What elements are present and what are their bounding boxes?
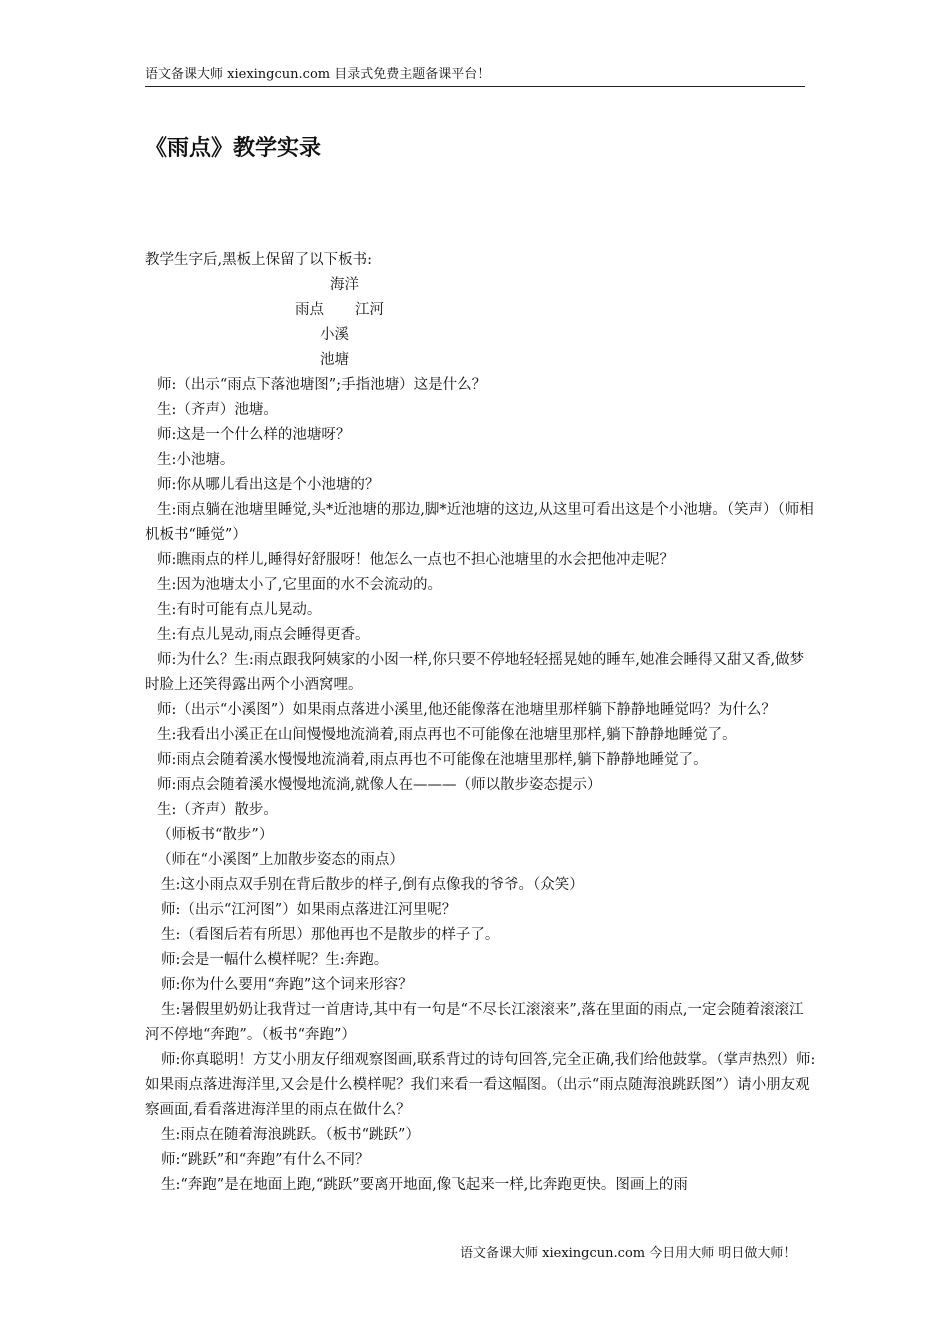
intro-paragraph: 教学生字后,黑板上保留了以下板书: bbox=[145, 252, 372, 268]
board-word-ocean: 海洋 bbox=[330, 277, 359, 293]
dialogue-line: 师:你真聪明！方艾小朋友仔细观察图画,联系背过的诗句回答,完全正确,我们给他鼓掌。（掌声热烈）师:如果雨点落进海洋里,又会是什么模样呢？我们来看一看这幅图。（出示“雨点随海浪跳跃图”）请小朋友观察画面,看看落进海洋里的雨点在做什么？ bbox=[145, 1052, 816, 1118]
dialogue-line: 生:（齐声）散步。 bbox=[157, 802, 278, 818]
dialogue-line: 生:雨点在随着海浪跳跃。（板书“跳跃”） bbox=[161, 1127, 420, 1143]
dialogue-line: 生:小池塘。 bbox=[157, 452, 235, 468]
dialogue-line: 师:“跳跃”和“奔跑”有什么不同？ bbox=[161, 1152, 370, 1168]
dialogue-line: 师:这是一个什么样的池塘呀？ bbox=[157, 427, 351, 443]
dialogue-line: 师:（出示“江河图”）如果雨点落进江河里呢？ bbox=[161, 902, 457, 918]
board-word-pond: 池塘 bbox=[320, 352, 349, 368]
dialogue-line: 生:暑假里奶奶让我背过一首唐诗,其中有一句是“不尽长江滚滚来”,落在里面的雨点,一定会随着滚滚江河不停地“奔跑”。（板书“奔跑”） bbox=[145, 1002, 804, 1043]
document-body bbox=[145, 248, 817, 1198]
dialogue-line: 师:你从哪儿看出这是个小池塘的？ bbox=[157, 477, 380, 493]
dialogue-line: 生:“奔跑”是在地面上跑,“跳跃”要离开地面,像飞起来一样,比奔跑更快。图画上的雨 bbox=[161, 1177, 688, 1193]
dialogue-line: 生:雨点躺在池塘里睡觉,头*近池塘的那边,脚*近池塘的这边,从这里可看出这是个小池塘。（笑声）（师相机板书“睡觉”） bbox=[145, 502, 814, 543]
dialogue-line: 生:（看图后若有所思）那他再也不是散步的样子了。 bbox=[161, 927, 500, 943]
board-word-river: 江河 bbox=[355, 302, 384, 318]
board-word-stream: 小溪 bbox=[320, 327, 349, 343]
board-word-raindrop: 雨点 bbox=[295, 302, 324, 318]
dialogue-line: 师:会是一幅什么模样呢？生:奔跑。 bbox=[161, 952, 389, 968]
dialogue-line: 师:为什么？生:雨点跟我阿姨家的小囡一样,你只要不停地轻轻摇晃她的睡车,她准会睡得又甜又香,做梦时脸上还笑得露出两个小酒窝哩。 bbox=[145, 652, 805, 693]
dialogue-line: 师:雨点会随着溪水慢慢地流淌着,雨点再也不可能像在池塘里那样,躺下静静地睡觉了。 bbox=[157, 752, 708, 768]
dialogue-line: 生:这小雨点双手别在背后散步的样子,倒有点像我的爷爷。（众笑） bbox=[161, 877, 584, 893]
document-title: 《雨点》教学实录 bbox=[145, 135, 322, 161]
page-footer: 语文备课大师 xiexingcun.com 今日用大师 明日做大师！ bbox=[460, 1246, 797, 1261]
blackboard-notes bbox=[145, 273, 817, 373]
dialogue-line: 师:（出示“小溪图”）如果雨点落进小溪里,他还能像落在池塘里那样躺下静静地睡觉吗？为什么？ bbox=[157, 702, 776, 718]
dialogue-line: 生:我看出小溪正在山间慢慢地流淌着,雨点再也不可能像在池塘里那样,躺下静静地睡觉了。 bbox=[157, 727, 737, 743]
dialogue-line: 生:有时可能有点儿晃动。 bbox=[157, 602, 322, 618]
dialogue-line: 师:你为什么要用“奔跑”这个词来形容？ bbox=[161, 977, 413, 993]
dialogue-line: （师板书“散步”） bbox=[157, 827, 274, 843]
dialogue-line: 师:雨点会随着溪水慢慢地流淌,就像人在———（师以散步姿态提示） bbox=[157, 777, 602, 793]
dialogue-line: （师在“小溪图”上加散步姿态的雨点） bbox=[157, 852, 404, 868]
page-header: 语文备课大师 xiexingcun.com 目录式免费主题备课平台！ bbox=[145, 66, 805, 87]
dialogue-line: 生:有点儿晃动,雨点会睡得更香。 bbox=[157, 627, 370, 643]
dialogue-line: 生:因为池塘太小了,它里面的水不会流动的。 bbox=[157, 577, 442, 593]
dialogue-line: 师:（出示“雨点下落池塘图”;手指池塘）这是什么？ bbox=[157, 377, 487, 393]
dialogue-line: 生:（齐声）池塘。 bbox=[157, 402, 278, 418]
dialogue-line: 师:瞧雨点的样儿,睡得好舒服呀！他怎么一点也不担心池塘里的水会把他冲走呢？ bbox=[157, 552, 674, 568]
